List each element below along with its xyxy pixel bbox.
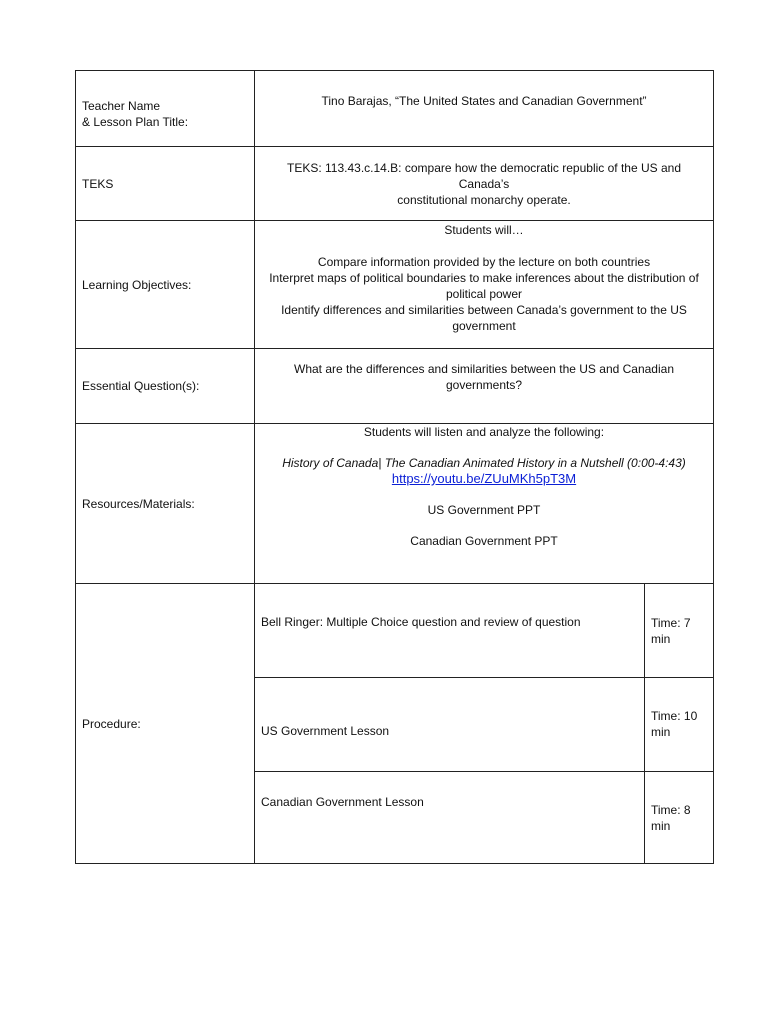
resource-canada-ppt: Canadian Government PPT [410,534,558,548]
procedure-time-cell [645,678,713,771]
table-border-bottom [75,863,714,864]
resources-label: Resources/Materials: [82,496,195,511]
resources-intro: Students will listen and analyze the following: [363,425,605,439]
teks-content-cell [255,147,713,220]
procedure-step-time: Time: 7 [651,616,691,630]
objectives-label: Learning Objectives: [82,277,192,292]
procedure-step-activity: Bell Ringer: Multiple Choice question and review of question [261,615,581,629]
procedure-time-cell [645,772,713,863]
objective-item: government [452,319,516,333]
procedure-step-time-unit: min [651,632,671,646]
objectives-label-cell [76,221,254,348]
procedure-step-activity: Canadian Government Lesson [261,795,424,809]
objective-item: political power [445,287,523,301]
essential-question-label-cell [76,349,254,423]
objectives-intro: Students will… [444,223,524,237]
resources-label-cell [76,424,254,583]
essential-question-label: Essential Question(s): [82,379,200,393]
procedure-step-time-unit: min [651,725,671,739]
procedure-label: Procedure: [82,716,141,731]
procedure-step-activity: US Government Lesson [261,724,390,738]
resources-content-cell [255,424,713,583]
objective-item: Compare information provided by the lecture on both countries [317,255,651,269]
procedure-step-time: Time: 10 [651,709,698,723]
lesson-title-cell [255,71,713,146]
lesson-title: Tino Barajas, “The United States and Canadian Government” [321,94,647,108]
procedure-step-cell [255,584,644,677]
video-link[interactable]: https://youtu.be/ZUuMKh5pT3M [391,471,577,486]
teacher-name-label-line1: Teacher Name [82,98,161,113]
objective-item: Identify differences and similarities between Canada’s government to the US [281,303,687,317]
teks-label: TEKS [82,176,114,191]
teacher-name-label-line2: & Lesson Plan Title: [82,114,189,129]
teacher-name-label-cell [76,71,254,146]
objectives-content-cell [255,221,713,348]
table-border-right [713,70,714,864]
video-title: History of Canada| The Canadian Animated History in a Nutshell (0:00-4:43) [282,456,686,470]
procedure-step-cell [255,772,644,863]
teks-label-cell [76,147,254,220]
procedure-label-cell [76,584,254,863]
objective-item: Interpret maps of political boundaries to make inferences about the distribution of [269,271,699,285]
procedure-step-time-unit: min [651,819,671,833]
procedure-step-time: Time: 8 [651,803,691,817]
essential-question-line1: What are the differences and similarities between the US and Canadian [294,362,674,376]
resource-us-ppt: US Government PPT [427,503,541,517]
essential-question-cell [255,349,713,423]
procedure-time-cell [645,584,713,677]
procedure-step-cell [255,678,644,771]
teks-text-line1: TEKS: 113.43.c.14.B: compare how the democratic republic of the US and Canada’s [287,161,681,191]
teks-text-line2: constitutional monarchy operate. [397,193,571,207]
essential-question-line2: governments? [445,378,523,392]
